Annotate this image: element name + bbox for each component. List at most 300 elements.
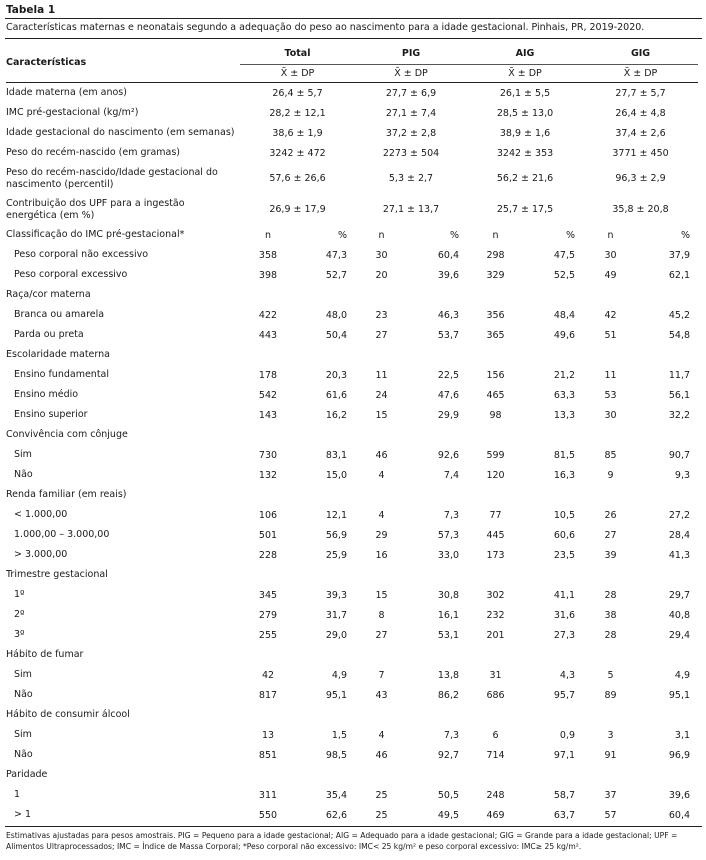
group-label: Hábito de consumir álcool	[6, 709, 130, 720]
pct-cell: 4,9	[674, 669, 691, 681]
pct-cell: 30,8	[437, 589, 460, 601]
pct-cell: 13,3	[553, 409, 576, 421]
pct-cell: 96,9	[668, 749, 691, 761]
n-cell: 26	[604, 509, 617, 521]
n-header: n	[264, 229, 272, 241]
empty-cell	[524, 485, 583, 505]
table-row	[6, 685, 698, 705]
mean-sd-cell: 3242 ± 353	[496, 147, 554, 159]
table-row	[6, 245, 698, 265]
header-total: Total	[240, 42, 355, 65]
pct-cell: 48,4	[553, 309, 576, 321]
empty-cell	[638, 345, 698, 365]
pct-header: %	[337, 229, 347, 241]
mean-sd-cell: 37,2 ± 2,8	[385, 127, 437, 139]
n-cell: 77	[489, 509, 502, 521]
pct-cell: 95,7	[553, 689, 576, 701]
n-cell: 329	[486, 269, 505, 281]
row-label: > 3.000,00	[14, 549, 68, 560]
n-cell: 714	[486, 749, 505, 761]
n-cell: 3	[607, 729, 614, 741]
n-cell: 465	[486, 389, 505, 401]
row-label: Idade materna (em anos)	[6, 87, 127, 98]
empty-cell	[296, 485, 355, 505]
empty-cell	[467, 765, 524, 785]
n-cell: 91	[604, 749, 617, 761]
group-label: Classificação do IMC pré-gestacional*	[6, 229, 185, 240]
row-label: Branca ou amarela	[14, 309, 105, 320]
n-cell: 817	[258, 689, 278, 701]
bottom-rule	[5, 826, 702, 827]
empty-cell	[467, 485, 524, 505]
empty-cell	[355, 645, 408, 665]
empty-cell	[296, 345, 355, 365]
empty-cell	[467, 645, 524, 665]
n-cell: 4	[378, 469, 385, 481]
pct-cell: 41,1	[553, 589, 576, 601]
table-row	[6, 665, 698, 685]
n-cell: 25	[375, 789, 388, 801]
n-cell: 279	[258, 609, 278, 621]
mean-sd-cell: 5,3 ± 2,7	[388, 173, 434, 184]
table-row	[6, 505, 698, 525]
empty-cell	[467, 345, 524, 365]
group-label: Renda familiar (em reais)	[6, 489, 127, 500]
mean-sd-cell: 26,4 ± 4,8	[615, 107, 666, 119]
pct-cell: 63,3	[553, 389, 576, 401]
row-label: > 1	[14, 809, 32, 820]
pct-cell: 83,1	[325, 449, 347, 461]
pct-cell: 39,3	[325, 589, 347, 601]
empty-cell	[240, 425, 296, 445]
n-cell: 51	[604, 329, 617, 341]
n-cell: 53	[604, 389, 617, 401]
group-header-row	[6, 225, 698, 245]
n-header: n	[378, 229, 385, 241]
n-cell: 422	[258, 309, 278, 321]
row-label: Sim	[14, 729, 32, 740]
n-header: n	[607, 229, 614, 241]
pct-cell: 27,3	[553, 629, 576, 641]
pct-cell: 27,2	[668, 509, 691, 521]
empty-cell	[240, 485, 296, 505]
n-cell: 851	[258, 749, 278, 761]
n-cell: 15	[375, 589, 388, 601]
n-cell: 31	[489, 669, 502, 681]
row-label: Peso do recém-nascido (em gramas)	[6, 147, 181, 158]
pct-cell: 45,2	[668, 309, 691, 321]
row-label: Não	[14, 469, 33, 480]
pct-cell: 31,6	[553, 609, 576, 621]
empty-cell	[240, 565, 296, 585]
mean-sd-cell: 26,4 ± 5,7	[272, 87, 323, 99]
pct-cell: 92,7	[437, 749, 460, 761]
pct-header: %	[565, 229, 576, 241]
empty-cell	[408, 425, 467, 445]
n-cell: 132	[258, 469, 278, 481]
pct-cell: 40,8	[668, 609, 691, 621]
mean-sd-cell: 37,4 ± 2,6	[615, 127, 666, 139]
pct-cell: 92,6	[437, 449, 460, 461]
n-cell: 255	[258, 629, 278, 641]
group-header-row	[6, 705, 698, 725]
n-cell: 38	[604, 609, 617, 621]
pct-cell: 16,2	[325, 409, 347, 421]
n-cell: 6	[492, 729, 499, 741]
empty-cell	[524, 645, 583, 665]
empty-cell	[240, 705, 296, 725]
pct-cell: 35,4	[325, 789, 347, 801]
empty-cell	[583, 645, 638, 665]
table-row	[6, 525, 698, 545]
n-cell: 501	[258, 529, 278, 541]
group-label: Paridade	[6, 769, 48, 780]
group-header-row	[6, 485, 698, 505]
mean-sd-cell: 35,8 ± 20,8	[612, 204, 669, 215]
table-caption: Características maternas e neonatais segundo a adequação do peso ao nascimento para a idade gestacional. Pinhais, PR, 2019-2020.	[6, 22, 645, 33]
n-cell: 23	[375, 309, 388, 321]
mean-sd-cell: 28,2 ± 12,1	[269, 107, 326, 119]
pct-cell: 11,7	[668, 369, 691, 381]
mean-sd-cell: 26,9 ± 17,9	[269, 204, 326, 215]
pct-cell: 4,9	[331, 669, 347, 681]
header-pig: PIG	[355, 42, 467, 65]
empty-cell	[355, 765, 408, 785]
header-mean-sd: X̄ ± DP	[280, 68, 315, 79]
mean-sd-cell: 28,5 ± 13,0	[496, 107, 554, 119]
pct-cell: 95,1	[668, 689, 691, 701]
pct-cell: 48,0	[325, 309, 347, 321]
table-row	[6, 143, 698, 163]
empty-cell	[408, 485, 467, 505]
n-cell: 358	[258, 249, 278, 261]
n-cell: 25	[375, 809, 388, 821]
n-cell: 8	[378, 609, 385, 621]
data-table	[6, 42, 698, 825]
mean-sd-cell: 2273 ± 504	[382, 147, 440, 159]
pct-cell: 63,7	[553, 809, 576, 821]
group-label: Convivência com cônjuge	[6, 429, 128, 440]
pct-cell: 33,0	[437, 549, 460, 561]
n-cell: 201	[486, 629, 505, 641]
row-label: 2º	[14, 609, 25, 620]
pct-cell: 10,5	[553, 509, 576, 521]
row-label: Idade gestacional do nascimento (em semanas)	[6, 127, 235, 138]
n-cell: 173	[486, 549, 505, 561]
mean-sd-cell: 3771 ± 450	[612, 147, 669, 159]
n-cell: 398	[258, 269, 278, 281]
empty-cell	[638, 485, 698, 505]
pct-cell: 13,8	[437, 669, 460, 681]
n-cell: 7	[378, 669, 385, 681]
n-cell: 24	[375, 389, 388, 401]
pct-cell: 28,4	[668, 529, 691, 541]
n-cell: 106	[258, 509, 278, 521]
pct-cell: 46,3	[437, 309, 460, 321]
group-label: Raça/cor materna	[6, 289, 91, 300]
pct-cell: 16,3	[553, 469, 576, 481]
n-cell: 302	[486, 589, 505, 601]
empty-cell	[408, 645, 467, 665]
table-row	[6, 745, 698, 765]
n-cell: 30	[375, 249, 388, 261]
pct-cell: 58,7	[553, 789, 576, 801]
empty-cell	[467, 705, 524, 725]
mean-sd-cell: 27,1 ± 7,4	[385, 107, 437, 119]
pct-cell: 31,7	[325, 609, 347, 621]
n-cell: 13	[261, 729, 275, 741]
n-cell: 30	[604, 409, 617, 421]
pct-cell: 62,6	[325, 809, 347, 821]
empty-cell	[583, 565, 638, 585]
row-label: Parda ou preta	[14, 329, 84, 340]
table-row	[6, 625, 698, 645]
row-label: Peso do recém-nascido/Idade gestacional do nascimento (percentil)	[6, 166, 218, 190]
pct-cell: 47,3	[325, 249, 347, 261]
mean-sd-cell: 25,7 ± 17,5	[496, 204, 554, 215]
pct-cell: 60,6	[553, 529, 576, 541]
empty-cell	[638, 565, 698, 585]
empty-cell	[583, 705, 638, 725]
pct-cell: 7,3	[443, 509, 460, 521]
empty-cell	[583, 485, 638, 505]
empty-cell	[524, 285, 583, 305]
n-cell: 37	[604, 789, 617, 801]
n-cell: 143	[258, 409, 278, 421]
group-header-row	[6, 285, 698, 305]
pct-cell: 37,9	[668, 249, 691, 261]
pct-cell: 29,9	[437, 409, 460, 421]
table-row	[6, 585, 698, 605]
n-cell: 46	[375, 449, 388, 461]
n-cell: 89	[604, 689, 617, 701]
pct-cell: 23,5	[553, 549, 576, 561]
row-label: 1	[14, 789, 21, 800]
n-cell: 686	[486, 689, 505, 701]
pct-cell: 86,2	[437, 689, 460, 701]
group-header-row	[6, 425, 698, 445]
n-cell: 39	[604, 549, 617, 561]
table-row	[6, 305, 698, 325]
empty-cell	[296, 705, 355, 725]
n-cell: 16	[375, 549, 388, 561]
pct-cell: 29,7	[668, 589, 691, 601]
table-row	[6, 194, 698, 225]
n-cell: 248	[486, 789, 505, 801]
n-cell: 46	[375, 749, 388, 761]
group-header-row	[6, 765, 698, 785]
row-label: 1.000,00 – 3.000,00	[14, 529, 110, 540]
n-cell: 345	[258, 589, 278, 601]
empty-cell	[638, 425, 698, 445]
header-mean-sd: X̄ ± DP	[508, 68, 542, 79]
pct-cell: 21,2	[553, 369, 576, 381]
header-mean-sd: X̄ ± DP	[394, 68, 428, 79]
table-row	[6, 123, 698, 143]
n-cell: 85	[604, 449, 617, 461]
row-label: < 1.000,00	[14, 509, 68, 520]
table-row	[6, 405, 698, 425]
pct-cell: 41,3	[668, 549, 691, 561]
mean-sd-cell: 96,3 ± 2,9	[615, 173, 666, 184]
table-row	[6, 385, 698, 405]
n-cell: 42	[604, 309, 617, 321]
group-header-row	[6, 645, 698, 665]
empty-cell	[524, 345, 583, 365]
pct-cell: 9,3	[674, 469, 691, 481]
pct-cell: 15,0	[325, 469, 347, 481]
empty-cell	[408, 345, 467, 365]
empty-cell	[408, 705, 467, 725]
group-label: Hábito de fumar	[6, 649, 84, 660]
empty-cell	[355, 425, 408, 445]
pct-cell: 62,1	[668, 269, 691, 281]
table-row	[6, 265, 698, 285]
row-label: Contribuição dos UPF para a ingestão energética (em %)	[6, 197, 185, 221]
n-cell: 29	[375, 529, 388, 541]
mean-sd-cell: 57,6 ± 26,6	[269, 173, 326, 184]
pct-cell: 90,7	[668, 449, 691, 461]
table-row	[6, 445, 698, 465]
pct-cell: 1,5	[331, 729, 347, 741]
pct-cell: 54,8	[668, 329, 691, 341]
pct-cell: 53,1	[437, 629, 460, 641]
top-rule	[5, 18, 702, 19]
empty-cell	[355, 345, 408, 365]
table-row	[6, 805, 698, 825]
pct-header: %	[681, 229, 691, 241]
table-body	[6, 83, 698, 826]
pct-cell: 22,5	[437, 369, 460, 381]
n-cell: 228	[258, 549, 278, 561]
empty-cell	[583, 765, 638, 785]
n-cell: 232	[486, 609, 505, 621]
empty-cell	[240, 645, 296, 665]
empty-cell	[408, 565, 467, 585]
table-row	[6, 365, 698, 385]
empty-cell	[467, 565, 524, 585]
row-label: Sim	[14, 449, 32, 460]
n-cell: 365	[486, 329, 505, 341]
empty-cell	[296, 765, 355, 785]
empty-cell	[524, 565, 583, 585]
pct-cell: 47,6	[437, 389, 460, 401]
empty-cell	[240, 285, 296, 305]
group-label: Escolaridade materna	[6, 349, 110, 360]
empty-cell	[467, 425, 524, 445]
n-cell: 599	[486, 449, 505, 461]
empty-cell	[524, 425, 583, 445]
empty-cell	[355, 285, 408, 305]
row-label: 1º	[14, 589, 25, 600]
pct-cell: 53,7	[437, 329, 460, 341]
n-header: n	[492, 229, 499, 241]
table-label: Tabela 1	[6, 4, 56, 16]
pct-cell: 61,6	[325, 389, 347, 401]
n-cell: 356	[486, 309, 505, 321]
n-cell: 178	[258, 369, 278, 381]
pct-cell: 60,4	[437, 249, 460, 261]
table-row	[6, 605, 698, 625]
empty-cell	[355, 565, 408, 585]
empty-cell	[638, 645, 698, 665]
table-row	[6, 83, 698, 104]
pct-cell: 56,9	[325, 529, 347, 541]
mean-sd-cell: 27,7 ± 5,7	[615, 87, 666, 99]
header-gig: GIG	[583, 42, 698, 65]
table-row	[6, 545, 698, 565]
mean-sd-cell: 38,9 ± 1,6	[499, 127, 551, 139]
pct-cell: 39,6	[668, 789, 691, 801]
n-cell: 120	[486, 469, 505, 481]
n-cell: 28	[604, 629, 617, 641]
empty-cell	[240, 765, 296, 785]
empty-cell	[408, 285, 467, 305]
row-label: IMC pré-gestacional (kg/m²)	[6, 107, 139, 118]
pct-cell: 12,1	[325, 509, 347, 521]
mean-sd-cell: 27,1 ± 13,7	[382, 204, 440, 215]
row-label: Ensino médio	[14, 389, 79, 400]
row-label: Peso corporal excessivo	[14, 269, 128, 280]
group-header-row	[6, 345, 698, 365]
empty-cell	[638, 705, 698, 725]
table-row	[6, 725, 698, 745]
empty-cell	[524, 705, 583, 725]
n-cell: 42	[261, 669, 275, 681]
empty-cell	[638, 285, 698, 305]
group-label: Trimestre gestacional	[6, 569, 108, 580]
row-label: 3º	[14, 629, 25, 640]
n-cell: 27	[604, 529, 617, 541]
pct-cell: 20,3	[325, 369, 347, 381]
pct-cell: 81,5	[553, 449, 576, 461]
pct-cell: 0,9	[559, 729, 576, 741]
pct-cell: 32,2	[668, 409, 691, 421]
header-characteristics: Características	[6, 56, 87, 68]
empty-cell	[583, 345, 638, 365]
pct-cell: 60,4	[668, 809, 691, 821]
pct-cell: 29,4	[668, 629, 691, 641]
empty-cell	[355, 705, 408, 725]
pct-header: %	[449, 229, 460, 241]
header-mean-sd: X̄ ± DP	[623, 68, 658, 79]
n-cell: 542	[258, 389, 278, 401]
pct-cell: 98,5	[325, 749, 347, 761]
n-cell: 156	[486, 369, 505, 381]
pct-cell: 25,9	[325, 549, 347, 561]
group-header-row	[6, 565, 698, 585]
n-cell: 43	[375, 689, 388, 701]
n-cell: 11	[375, 369, 388, 381]
empty-cell	[296, 425, 355, 445]
n-cell: 57	[604, 809, 617, 821]
pct-cell: 97,1	[553, 749, 576, 761]
n-cell: 5	[607, 669, 614, 681]
n-cell: 27	[375, 629, 388, 641]
pct-cell: 7,3	[443, 729, 460, 741]
n-cell: 4	[378, 509, 385, 521]
table-row	[6, 325, 698, 345]
row-label: Ensino superior	[14, 409, 88, 420]
pct-cell: 16,1	[437, 609, 460, 621]
caption-rule	[5, 38, 702, 39]
pct-cell: 50,4	[325, 329, 347, 341]
mean-sd-cell: 26,1 ± 5,5	[499, 87, 551, 99]
mean-sd-cell: 56,2 ± 21,6	[496, 173, 554, 184]
empty-cell	[355, 485, 408, 505]
table-row	[6, 465, 698, 485]
row-label: Peso corporal não excessivo	[14, 249, 149, 260]
